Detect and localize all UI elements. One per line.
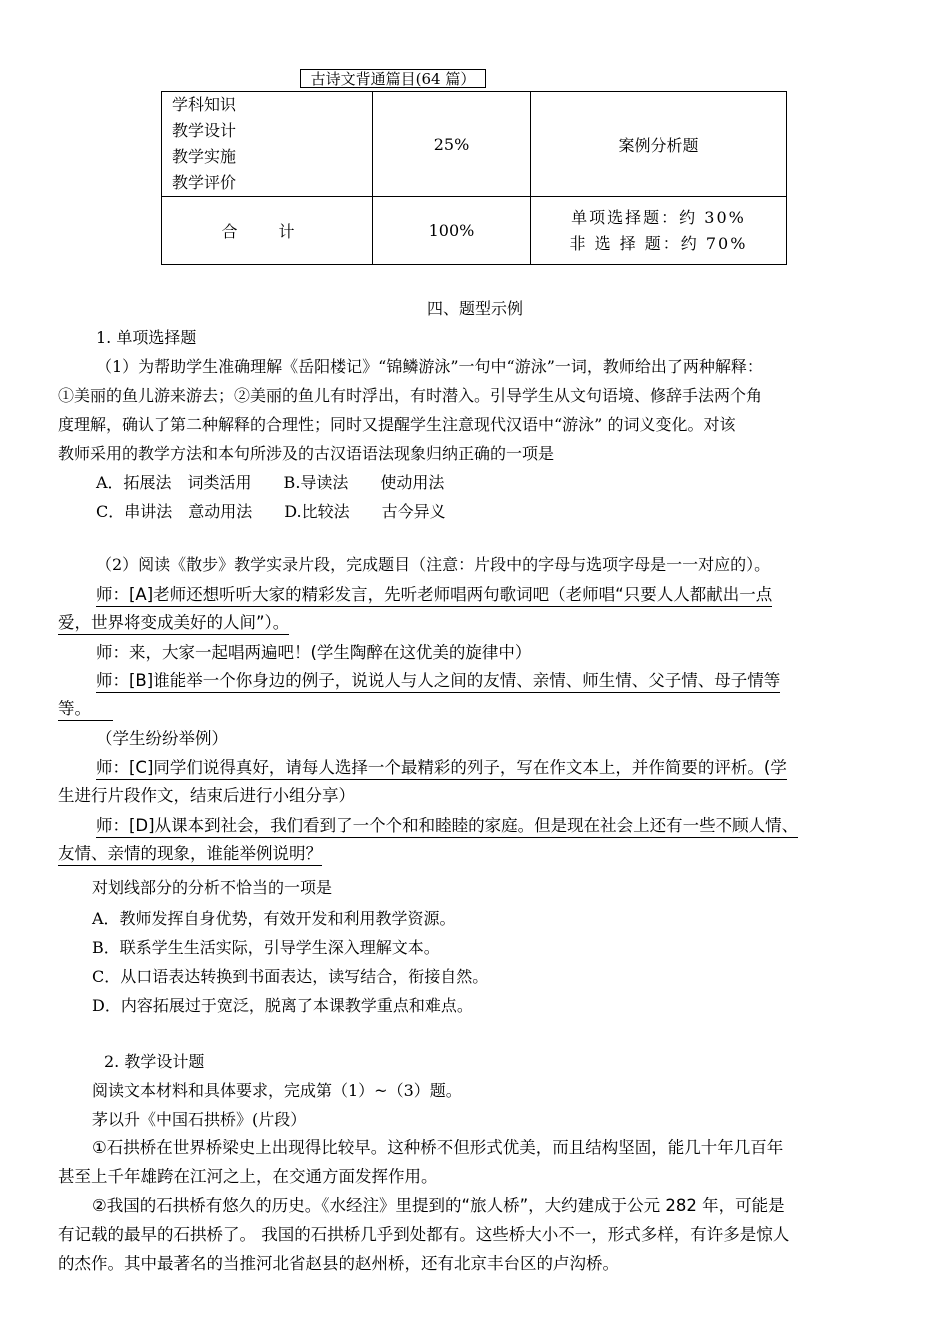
category-item: 教学设计 [172, 121, 237, 140]
category-item: 教学实施 [172, 147, 237, 166]
q1-part2-stem: 对划线部分的分析不恰当的一项是 [92, 878, 333, 897]
transcript-line: 生进行片段作文，结束后进行小组分享） [58, 786, 355, 805]
transcript-line: 友情、亲情的现象，谁能举例说明？ [58, 840, 892, 864]
transcript-line: 等。 [58, 695, 892, 719]
q2-text-line: 甚至上千年雄跨在江河之上，在交通方面发挥作用。 [58, 1167, 438, 1186]
q2-text-line: 的杰作。其中最著名的当推河北省赵县的赵州桥，还有北京丰台区的卢沟桥。 [58, 1254, 619, 1273]
transcript-line: （学生纷纷举例） [96, 729, 228, 748]
q1-paragraph-line: ①美丽的鱼儿游来游去；②美丽的鱼儿有时浮出，有时潜入。引导学生从文句语境、修辞手法两个角 [58, 386, 763, 405]
q1-option-line: A．拓展法 词类活用 B.导读法 使动用法 [96, 473, 445, 492]
q2-text-line: ②我国的石拱桥有悠久的历史。《水经注》里提到的“旅人桥”，大约建成于公元 282 年，可能是 [92, 1196, 785, 1215]
section-title: 四、题型示例 [426, 299, 523, 318]
table-cell-total-percent: 100% [373, 197, 531, 265]
score-table [161, 91, 787, 265]
q2-text-line: ①石拱桥在世界桥梁史上出现得比较早。这种桥不但形式优美，而且结构坚固，能几十年几百年 [92, 1138, 784, 1157]
q2-heading: 2. 教学设计题 [104, 1052, 205, 1071]
q1-option-line: C．从口语表达转换到书面表达，读写结合，衔接自然。 [92, 967, 489, 986]
q1-option-line: D．内容拓展过于宽泛，脱离了本课教学重点和难点。 [92, 996, 473, 1015]
breakdown-line: 单项选择题：约 30% [571, 207, 746, 227]
q2-text-line: 有记载的最早的石拱桥了。 我国的石拱桥几乎到处都有。这些桥大小不一，形式多样，有许多是惊人 [58, 1225, 790, 1244]
table-row [162, 92, 787, 197]
q1-option-line: A．教师发挥自身优势，有效开发和利用教学资源。 [92, 909, 456, 928]
q1-paragraph-line: 度理解，确认了第二种解释的合理性；同时又提醒学生注意现代汉语中“游泳” 的词义变化。对该 [58, 415, 736, 434]
table-cell-question-type: 案例分析题 [531, 92, 787, 197]
category-item: 教学评价 [172, 173, 237, 192]
transcript-line: 师：来，大家一起唱两遍吧！(学生陶醉在这优美的旋律中） [96, 643, 532, 662]
q1-option-line: C．串讲法 意动用法 D.比较法 古今异义 [96, 502, 446, 521]
q1-paragraph-line: 教师采用的教学方法和本句所涉及的古汉语语法现象归纳正确的一项是 [58, 444, 555, 463]
table-row [162, 197, 787, 265]
q1-paragraph-line: （1）为帮助学生准确理解《岳阳楼记》“锦鳞游泳”一句中“游泳”一词，教师给出了两种解释： [96, 357, 763, 376]
table-cell-total-breakdown [531, 197, 787, 265]
recitation-note-box: 古诗文背通篇目(64 篇） [300, 69, 486, 88]
q1-heading: 1. 单项选择题 [96, 328, 197, 347]
q2-source: 茅以升《中国石拱桥》(片段） [92, 1110, 307, 1129]
table-cell-categories [162, 92, 373, 197]
transcript-line: 师：[D]从课本到社会，我们看到了一个个和和睦睦的家庭。但是现在社会上还有一些不顾人情、 [96, 812, 892, 836]
table-cell-total-label: 合 计 [162, 197, 373, 265]
q1-option-line: B．联系学生生活实际，引导学生深入理解文本。 [92, 938, 440, 957]
transcript-line: 师：[B]谁能举一个你身边的例子，说说人与人之间的友情、亲情、师生情、父子情、母子情等 [96, 667, 892, 691]
q2-intro: 阅读文本材料和具体要求，完成第（1）~（3）题。 [92, 1081, 462, 1100]
transcript-line: 师：[A]老师还想听听大家的精彩发言，先听老师唱两句歌词吧（老师唱“只要人人都献出一点 [96, 581, 892, 605]
q1-part2-intro: （2）阅读《散步》教学实录片段，完成题目（注意：片段中的字母与选项字母是一一对应的）。 [96, 555, 771, 574]
table-cell-percent: 25% [373, 92, 531, 197]
transcript-line: 爱，世界将变成美好的人间”）。 [58, 609, 892, 633]
transcript-line: 师：[C]同学们说得真好，请每人选择一个最精彩的列子，写在作文本上，并作简要的评析。(学 [96, 754, 892, 778]
breakdown-line: 非 选 择 题：约 70% [569, 233, 748, 253]
category-item: 学科知识 [172, 95, 237, 114]
